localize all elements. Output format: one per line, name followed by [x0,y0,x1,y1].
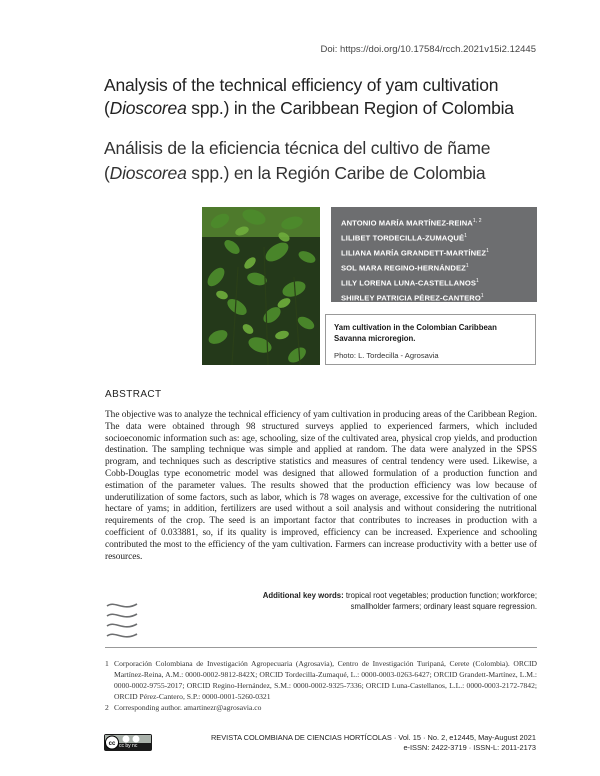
author-list [331,207,537,305]
author-name: SHIRLEY PATRICIA PÉREZ-CANTERO$^1$ [341,292,484,303]
abstract-heading: ABSTRACT [105,389,162,400]
footnote-affiliation [105,658,537,702]
author-name: LILY LORENA LUNA-CASTELLANOS$^1$ [341,277,479,288]
abstract-text: The objective was to analyze the technical efficiency of yam cultivation in producing areas of the Caribbean Region. The data were obtained through 98 structured surveys applied to experienced farmers, which included socioeconomic information such as: age, schooling, size of the cultivated area, physical crop yields, and production destination. The sampling technique was simple and applied at random. The data were analyzed in the SPSS program, and techniques such as descriptive statistics and measures of central tendency were used. Likewise, a Cobb-Douglas type econometric model was designed that allowed formulation of a production function and estimation of the parameter values. The results showed that the production efficiency was low because of underutilization of some factors, such as labor, which is 78 wages on average, excessive for the cultivation of one hectare of yams; in addition, fertilizers are used without a soil analysis and without considering the nutritional requirements of the crop. The seed is an important factor that contributes to increases in production with a coefficient of 0.033881, so, if its quality is improved, efficiency can be increased. Experience and schooling contributed the most to the efficiency of the yam cultivation. Farmers can increase productivity with a better use of resources. [105,410,537,562]
title-es-part2: spp.) en la Región Caribe de Colombia [186,163,486,183]
footnote-text: Corporación Colombiana de Investigación Agropecuaria (Agrosavia), Centro de Investigación Turipaná, Cerete (Colombia). ORCID Martínez-Reina, A.M.: 0000-0002-9812-842X; ORCID Tordecilla-Zumaqué, L.: 0000-0003-0263-6427; ORCID Grandett-Martínez, L.M.: 0000-0002-9755-2017; ORCID Regino-Hernández, S.M.: 0000-0002-9325-7336; ORCID Luna-Castellanos, L.L.: 0000-0003-2172-7842; ORCID Pérez-Cantero, S.P.: 0000-0001-5260-0321 [114,659,537,701]
author-name: LILIANA MARÍA GRANDETT-MARTÍNEZ$^1$ [341,247,490,258]
photo-credit: Photo: L. Tordecilla - Agrosavia [334,351,439,360]
title-en-italic: Dioscorea [109,98,187,118]
article-title-spanish [104,136,544,186]
svg-text:cc: cc [108,741,116,747]
additional-keywords [217,590,537,612]
journal-citation: REVISTA COLOMBIANA DE CIENCIAS HORTÍCOLAS · Vol. 15 · No. 2, e12445, May-August 2021 [210,733,536,742]
authors-panel [331,207,537,302]
yam-crop-photo [202,207,320,365]
footnote-marker: 1 [105,659,109,668]
footnote-text[interactable]: Corresponding author. amartinezr@agrosavia.co [114,703,262,712]
journal-footer [211,733,536,753]
journal-issn: e-ISSN: 2422-3719 · ISSN-L: 2011-2173 [403,743,536,752]
creative-commons-license-badge[interactable] [104,734,152,751]
title-es-part1: Análisis de la eficiencia técnica del cultivo de ñame ( [104,138,491,183]
photo-caption: Yam cultivation in the Colombian Caribbean Savanna microregion. [334,323,497,343]
footnote-marker: 2 [105,703,109,712]
title-es-italic: Dioscorea [109,163,187,183]
footnote-corresponding-author [105,702,537,713]
keywords-line-1: tropical root vegetables; production function; workforce; [343,591,537,600]
decorative-wave-icon [105,600,139,642]
author-name: ANTONIO MARÍA MARTÍNEZ-REINA$^{1, 2}$ [341,218,482,228]
author-name: SOL MARA REGINO-HERNÁNDEZ$^1$ [341,262,469,273]
article-title-english [104,74,544,120]
footnote-divider [105,647,537,648]
keywords-line-2: smallholder farmers; ordinary least square regression. [350,602,537,611]
author-name: LILIBET TORDECILLA-ZUMAQUÉ$^1$ [341,232,467,243]
title-en-part1: Analysis of the technical efficiency of yam cultivation ( [104,75,499,118]
doi-link[interactable]: Doi: https://doi.org/10.17584/rcch.2021v15i2.12445 [320,44,536,55]
title-en-part2: spp.) in the Caribbean Region of Colombia [186,98,514,118]
cc-badge-text: cc by nc [119,743,138,749]
keywords-label: Additional key words: [262,591,344,600]
foliage-illustration [202,207,320,365]
